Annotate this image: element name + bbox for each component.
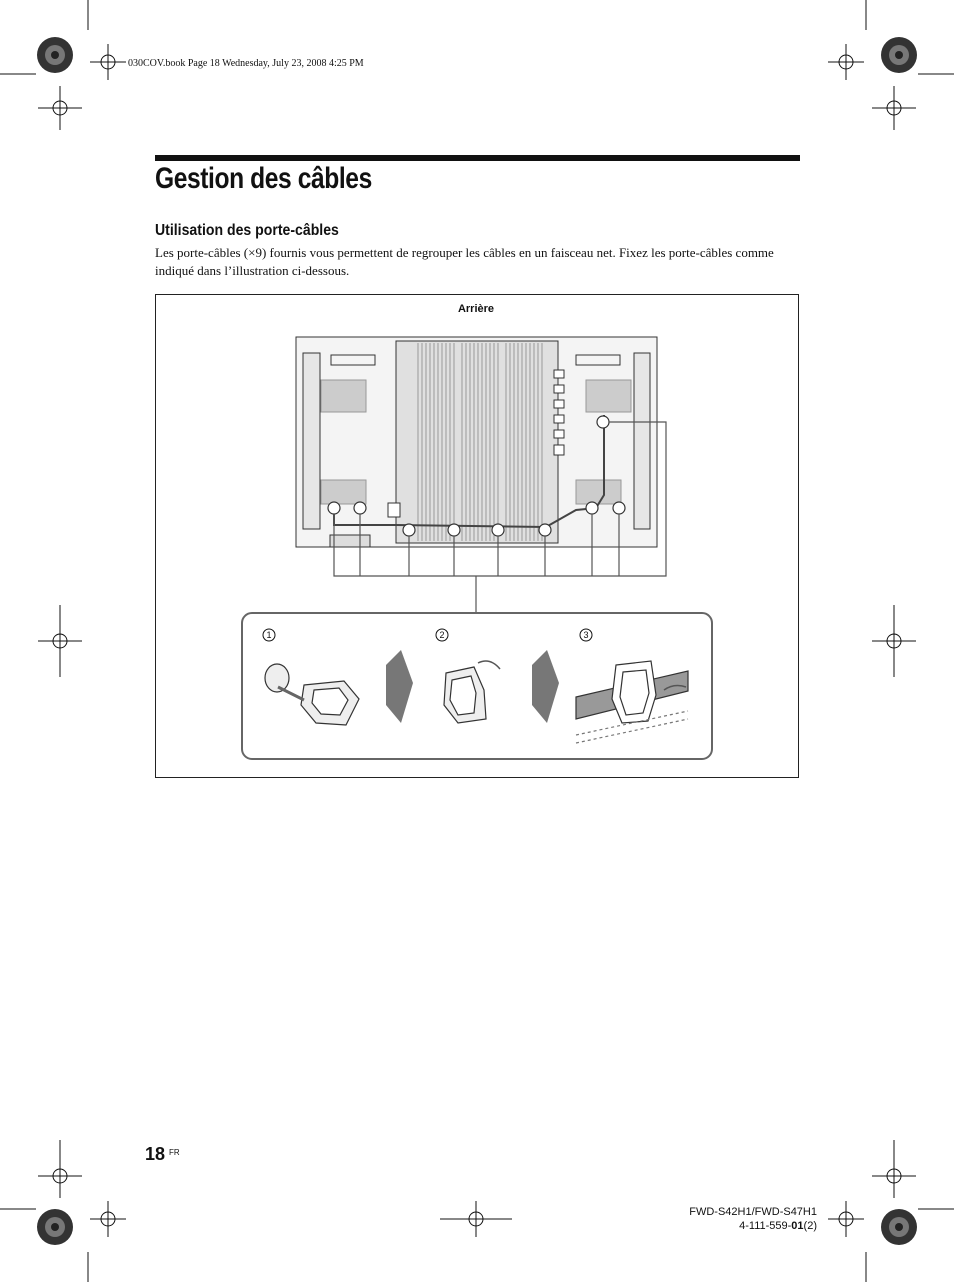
document-code: 4-111-559-01(2) bbox=[739, 1220, 817, 1232]
model-info bbox=[600, 1205, 817, 1233]
figure-frame bbox=[155, 294, 799, 778]
step-1-number: 1 bbox=[266, 630, 272, 640]
display-rear-panel bbox=[296, 337, 657, 547]
figure-label: Arrière bbox=[457, 303, 495, 315]
title-rule bbox=[155, 155, 800, 161]
step-3-number: 3 bbox=[583, 630, 589, 640]
section-title: Utilisation des porte-câbles bbox=[155, 222, 339, 239]
book-header-line: 030COV.book Page 18 Wednesday, July 23, 2008 4:25 PM bbox=[128, 58, 364, 69]
model-name: FWD-S42H1/FWD-S47H1 bbox=[689, 1206, 817, 1218]
page-number: 18 bbox=[145, 1144, 166, 1164]
page-title: Gestion des câbles bbox=[155, 162, 372, 195]
step-2-number: 2 bbox=[439, 630, 445, 640]
body-paragraph: Les porte-câbles (×9) fournis vous permettent de regrouper les câbles en un faisceau net. Fixez les porte-câbles comme indiqué dans l’illustration ci-dessous. bbox=[155, 245, 774, 278]
page-language: FR bbox=[169, 1148, 180, 1157]
cable-holder-illustration bbox=[156, 295, 800, 779]
